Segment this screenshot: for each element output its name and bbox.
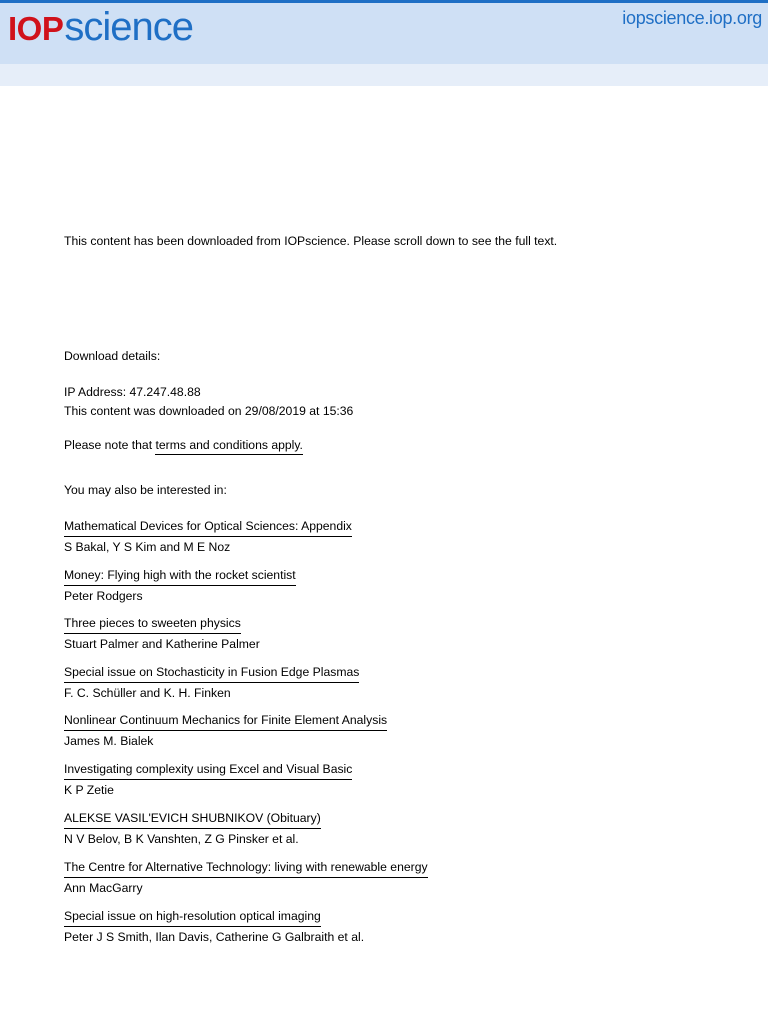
related-authors: F. C. Schüller and K. H. Finken bbox=[64, 686, 231, 700]
related-item bbox=[64, 909, 364, 945]
related-authors: Stuart Palmer and Katherine Palmer bbox=[64, 637, 260, 651]
iopscience-logo[interactable] bbox=[8, 5, 193, 53]
related-authors: K P Zetie bbox=[64, 783, 114, 797]
terms-prefix: Please note that bbox=[64, 438, 156, 452]
download-notice: This content has been downloaded from IOPscience. Please scroll down to see the full text. bbox=[64, 234, 558, 248]
related-title-link[interactable]: Investigating complexity using Excel and Visual Basic bbox=[64, 762, 352, 780]
header-strip bbox=[0, 64, 768, 86]
related-title-link[interactable]: Mathematical Devices for Optical Sciences: Appendix bbox=[64, 519, 352, 537]
related-authors: S Bakal, Y S Kim and M E Noz bbox=[64, 540, 231, 554]
site-header bbox=[0, 0, 768, 64]
logo-science-text: science bbox=[64, 5, 193, 49]
related-item bbox=[64, 519, 352, 555]
download-details-heading: Download details: bbox=[64, 349, 161, 363]
site-url[interactable]: iopscience.iop.org bbox=[622, 8, 762, 28]
logo-iop-text: IOP bbox=[8, 10, 64, 47]
related-title-link[interactable]: Special issue on Stochasticity in Fusion Edge Plasmas bbox=[64, 665, 359, 683]
related-title-link[interactable]: Nonlinear Continuum Mechanics for Finite Element Analysis bbox=[64, 713, 387, 731]
related-title-link[interactable]: Special issue on high-resolution optical imaging bbox=[64, 909, 321, 927]
related-item bbox=[64, 568, 296, 604]
download-date: This content was downloaded on 29/08/2019 at 15:36 bbox=[64, 404, 354, 418]
terms-note bbox=[64, 438, 303, 453]
related-authors: Ann MacGarry bbox=[64, 881, 143, 895]
terms-link[interactable]: terms and conditions apply. bbox=[155, 438, 302, 455]
related-item bbox=[64, 616, 260, 652]
related-title-link[interactable]: Money: Flying high with the rocket scientist bbox=[64, 568, 296, 586]
related-item bbox=[64, 860, 428, 896]
related-heading: You may also be interested in: bbox=[64, 483, 227, 497]
related-authors: N V Belov, B K Vanshten, Z G Pinsker et al. bbox=[64, 832, 299, 846]
related-item bbox=[64, 665, 359, 701]
related-item bbox=[64, 762, 352, 798]
related-authors: Peter J S Smith, Ilan Davis, Catherine G Galbraith et al. bbox=[64, 930, 365, 944]
related-authors: Peter Rodgers bbox=[64, 589, 143, 603]
related-title-link[interactable]: Three pieces to sweeten physics bbox=[64, 616, 241, 634]
related-title-link[interactable]: The Centre for Alternative Technology: living with renewable energy bbox=[64, 860, 428, 878]
ip-address: IP Address: 47.247.48.88 bbox=[64, 385, 201, 399]
related-authors: James M. Bialek bbox=[64, 734, 154, 748]
related-item bbox=[64, 713, 387, 749]
related-item bbox=[64, 811, 321, 847]
related-title-link[interactable]: ALEKSE VASIL'EVICH SHUBNIKOV (Obituary) bbox=[64, 811, 321, 829]
